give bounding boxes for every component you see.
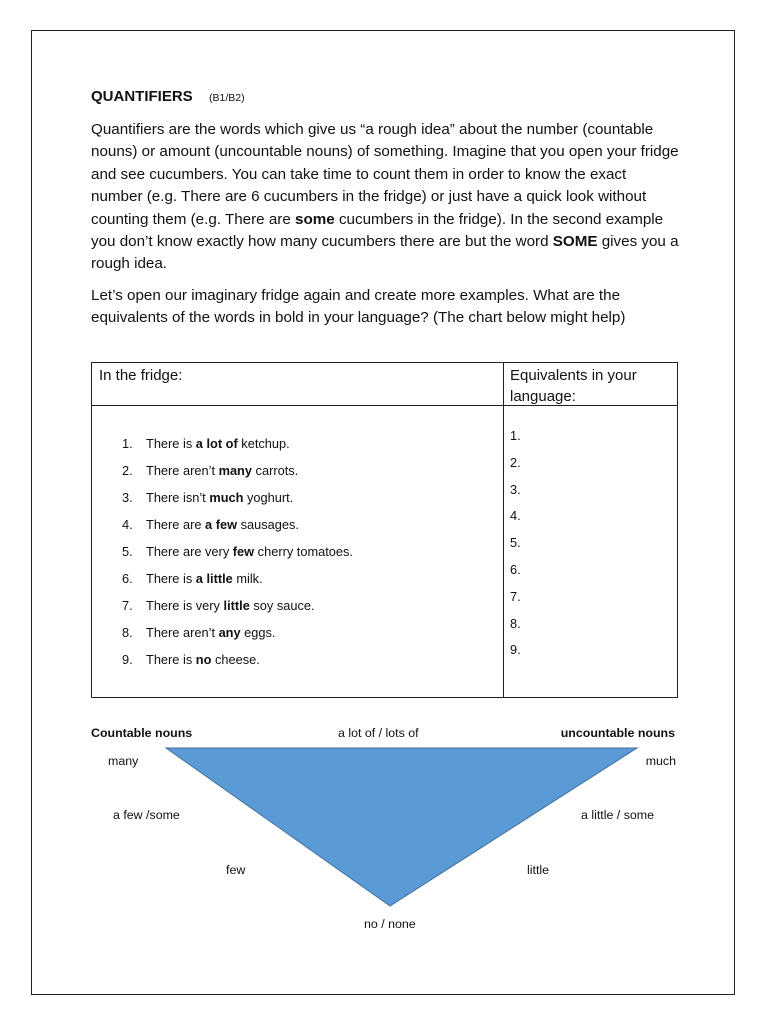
countable-heading: Countable nouns [91, 726, 193, 740]
uncountable-heading: uncountable nouns [560, 726, 675, 740]
sentence-number: 7. [122, 598, 133, 613]
answer-item: 9. [510, 642, 521, 658]
answer-item: 1. [510, 428, 521, 443]
quantifier-triangle [166, 748, 637, 906]
bold-text: SOME [552, 233, 598, 251]
text-run: sausages. [237, 517, 299, 532]
text-run: carrots. [252, 463, 299, 478]
level-label: (B1/B2) [209, 92, 245, 104]
bold-text: a little [195, 571, 233, 586]
bottom-label: no / none [364, 917, 416, 931]
right-label-1: much [645, 754, 676, 768]
sentence-number: 2. [122, 463, 133, 478]
sentence-number: 4. [122, 517, 133, 532]
sentence-number: 9. [122, 652, 133, 667]
right-label-3: little [527, 863, 550, 877]
text-run: gives you a rough idea. [91, 233, 679, 273]
bold-text: no [195, 652, 212, 667]
answer-item: 6. [510, 561, 521, 577]
text-run: There aren’t [146, 463, 219, 478]
sentence-number: 1. [122, 436, 133, 451]
sentence-number: 8. [122, 625, 133, 640]
bold-text: any [218, 625, 241, 640]
answer-item: 8. [510, 615, 521, 631]
text-run: eggs. [240, 625, 276, 640]
text-run: milk. [232, 571, 263, 586]
answer-item: 2. [510, 454, 521, 470]
text-run: ketchup. [237, 436, 290, 451]
bold-text: many [218, 463, 252, 478]
bold-text: much [209, 490, 244, 505]
text-run: There aren’t [146, 625, 219, 640]
top-label: a lot of / lots of [338, 726, 419, 740]
bold-text: some [295, 210, 335, 228]
page-title: QUANTIFIERS [91, 88, 193, 105]
text-run: There is [146, 436, 196, 451]
text-run: soy sauce. [249, 598, 315, 613]
text-run: There are very [146, 544, 233, 559]
left-label-2: a few /some [113, 808, 180, 822]
answer-item: 7. [510, 588, 521, 604]
table-header-fridge: In the fridge: [99, 367, 183, 384]
text-run: Quantifiers are the words which give us “a rough idea” about the number (countable nouns) or amount (uncountable nouns) of something. Imagine that you open your fridge and see cucumbers. You can take time to count them in order to know the exact number (e.g. There are 6 cucumbers in the fridge) or just have a quick look without counting them (e.g. There are [91, 121, 679, 228]
bold-text: a few [205, 517, 238, 532]
bold-text: little [223, 598, 250, 613]
answer-item: 5. [510, 535, 521, 551]
text-run: There isn’t [146, 490, 210, 505]
left-label-1: many [108, 754, 139, 768]
answer-item: 3. [510, 481, 521, 497]
table-header-equivalents: Equivalents in your language: [510, 367, 637, 405]
text-run: There are [146, 517, 206, 532]
answer-item: 4. [510, 508, 521, 524]
text-run: cheese. [211, 652, 260, 667]
text-run: There is [146, 652, 196, 667]
text-run: There is [146, 571, 196, 586]
sentence-number: 6. [122, 571, 133, 586]
right-label-2: a little / some [581, 808, 654, 822]
text-run: cherry tomatoes. [254, 544, 353, 559]
instruction-paragraph: Let’s open our imaginary fridge again and create more examples. What are the equivalents of the words in bold in your language? (The chart below might help) [91, 287, 626, 327]
text-run: There is very [146, 598, 224, 613]
bold-text: a lot of [195, 436, 238, 451]
sentence-number: 5. [122, 544, 133, 559]
left-label-3: few [226, 863, 246, 877]
bold-text: few [232, 544, 255, 559]
text-run: cucumbers in the fridge). In the second example you don’t know exactly how many cucumbers there are but the word [91, 210, 664, 251]
sentence-number: 3. [122, 490, 133, 505]
text-run: yoghurt. [243, 490, 294, 505]
